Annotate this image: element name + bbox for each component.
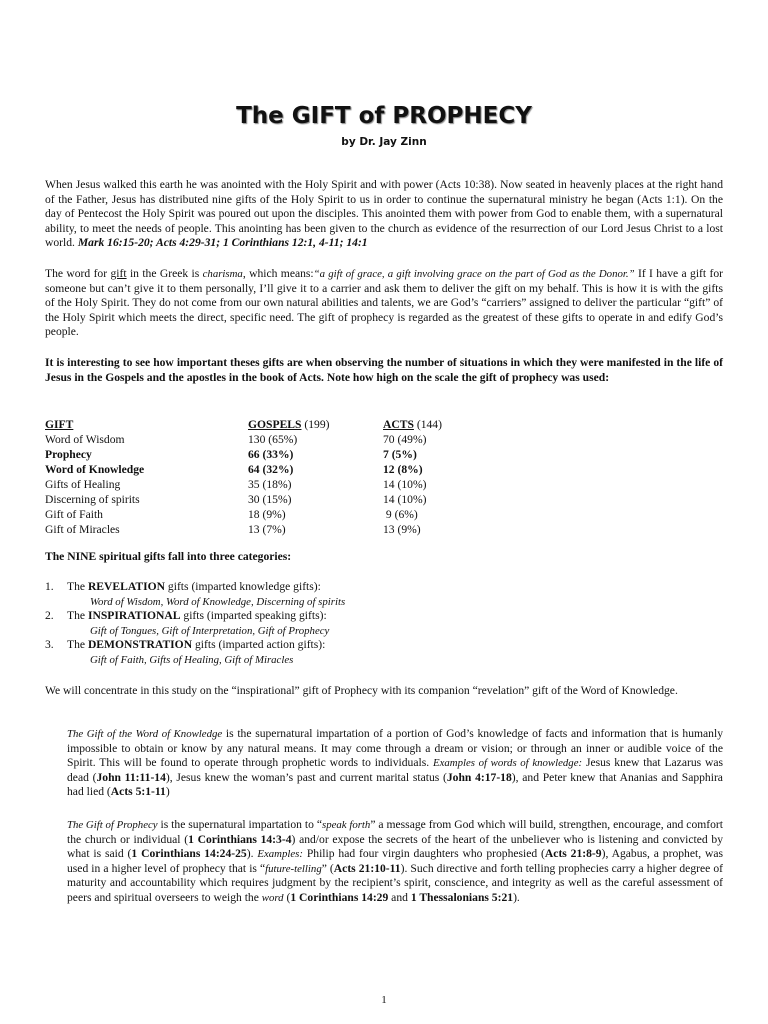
cell-acts: 12 (8%) <box>383 463 423 476</box>
document-title: The GIFT of PROPHECY <box>236 103 532 129</box>
list-item <box>45 580 725 595</box>
cell-gift: Word of Wisdom <box>45 433 125 446</box>
text-run: ) <box>165 785 170 799</box>
table-row <box>45 492 503 507</box>
text-run: gifts (imparted knowledge gifts): <box>165 580 321 593</box>
cell-gift: Gift of Miracles <box>45 523 120 536</box>
text-run: The <box>67 638 88 652</box>
intro-references: Mark 16:15-20; Acts 4:29-31; 1 Corinthians 12:1, 4-11; 14:1 <box>77 236 368 250</box>
cell-acts: 7 (5%) <box>383 448 417 461</box>
text-run: The word for <box>45 267 111 280</box>
scripture-ref: 1 Thessalonians 5:21 <box>410 890 514 904</box>
importance-paragraph: It is interesting to see how important theses gifts are when observing the number of situations in which they were manifested in the life of Jesus in the Gospels and the apostles in the book of Acts. Note how high on the scale the gift of prophecy was used: <box>45 356 723 384</box>
header-gift <box>45 417 248 432</box>
word-italic: word <box>261 891 284 904</box>
text-run: is the supernatural impartation to “ <box>157 818 323 831</box>
category-items: Word of Wisdom, Word of Knowledge, Discerning of spirits <box>90 595 346 608</box>
category-items: Gift of Faith, Gifts of Healing, Gift of Miracles <box>90 653 294 666</box>
charisma-word: charisma <box>202 268 243 280</box>
cell-gift: Prophecy <box>45 448 92 461</box>
scripture-ref: John 11:11-14 <box>96 770 166 784</box>
list-number: 3. <box>45 638 54 652</box>
concentration-paragraph: We will concentrate in this study on the “inspirational” gift of Prophecy with its companion “revelation” gift of the Word of Knowledge. <box>45 684 678 697</box>
header-gospels <box>248 417 383 432</box>
header-acts-label: ACTS <box>383 418 414 431</box>
cell-gospels: 18 (9%) <box>248 508 286 521</box>
text-run: ) and/or expose the secrets of the heart of the unbeliever who is listening and convicted by what is said ( <box>67 832 724 861</box>
category-items: Gift of Tongues, Gift of Interpretation, Gift of Prophecy <box>90 624 330 637</box>
page-number: 1 <box>381 994 387 1006</box>
list-number: 1. <box>45 580 54 593</box>
text-run: , which means: <box>242 267 314 280</box>
header-gift-label: GIFT <box>45 418 74 431</box>
header-acts <box>383 417 503 432</box>
category-name: REVELATION <box>87 580 166 593</box>
charisma-paragraph <box>45 267 723 340</box>
text-run: is the supernatural impartation of a portion of God’s knowledge of facts and information that is humanly impossible to obtain or know by any natural means. It may come through a dream or vision; or through an inner or audible voice of the Spirit. This will be found to operate through prophetic words to individuals. <box>67 727 723 770</box>
table-row <box>45 477 503 492</box>
text-run: Philip had four virgin daughters who prophesied ( <box>302 847 545 861</box>
text-run: ” a message from God which will build, strengthen, encourage, and comfort the church or individual ( <box>67 818 723 846</box>
gifts-statistics-table <box>45 417 503 537</box>
table-row <box>45 522 503 537</box>
gift-word: gift <box>110 267 127 280</box>
list-number: 2. <box>45 609 54 623</box>
cell-gospels: 66 (33%) <box>248 448 294 461</box>
cell-gospels: 30 (15%) <box>248 493 292 506</box>
text-run: ), Agabus, a prophet, was used in a higher level of prophecy that is “ <box>67 847 723 875</box>
header-acts-count: (144) <box>413 418 442 431</box>
categories-list <box>45 580 725 668</box>
list-item <box>45 609 725 624</box>
table-row <box>45 432 503 447</box>
future-telling: future-telling <box>265 862 322 875</box>
scripture-ref: 1 Corinthians 14:29 <box>290 890 389 904</box>
cell-acts: 13 (9%) <box>383 523 421 536</box>
list-item <box>45 638 725 653</box>
cell-gospels: 130 (65%) <box>248 433 298 446</box>
text-run: gifts (imparted speaking gifts): <box>180 609 327 623</box>
scripture-ref: Acts 21:10-11 <box>333 861 401 875</box>
gift-of-prophecy-paragraph <box>67 818 723 906</box>
text-run: and <box>388 890 411 904</box>
term-gift-of-prophecy: The Gift of Prophecy <box>67 819 158 831</box>
cell-acts: 14 (10%) <box>383 493 427 506</box>
cell-gospels: 64 (32%) <box>248 463 294 476</box>
text-run: The <box>67 609 88 623</box>
header-gospels-count: (199) <box>301 418 330 431</box>
intro-text: When Jesus walked this earth he was anointed with the Holy Spirit and with power (Acts 10:38). Now seated in heavenly places at the right hand of the Father, Jesus has distributed nine gifts of the Holy Spirit to us in order to continue the supernatural ministry he began (Acts 1:1). On the day of Pentecost the Holy Spirit was poured out upon the disciples. This anointed them with power from God to enable them, with a supernatural ability, to meet the needs of people. This anointing has been given to the church as evidence of the resurrection of our Lord Jesus Christ to a lost world. <box>45 178 723 250</box>
text-run: ). <box>246 847 258 861</box>
text-run: ( <box>283 890 291 904</box>
table-row <box>45 447 503 462</box>
category-name: INSPIRATIONAL <box>87 609 181 623</box>
text-run: The <box>67 580 88 593</box>
cell-gift: Gift of Faith <box>45 508 103 521</box>
cell-gift: Gifts of Healing <box>45 478 121 491</box>
text-run: Jesus knew that Lazarus was dead ( <box>67 756 724 784</box>
intro-paragraph <box>45 178 723 251</box>
text-run: If I have a gift for someone but can’t give it to them personally, I’ll give it to a carrier and ask them to deliver the gift on my behalf. This is how it is with the gifts of the Holy Spirit. They do not come from our own natural abilities and talents, we are God’s “carriers” assigned to deliver the particular “gift” of the Holy Spirit which meets the direct, specific need. The gift of prophecy is regarded as the greatest of these gifts to operate in and edify God’s people. <box>45 267 723 339</box>
scripture-ref: 1 Corinthians 14:3-4 <box>188 832 292 846</box>
table-row <box>45 507 503 522</box>
categories-heading: The NINE spiritual gifts fall into three categories: <box>45 550 292 563</box>
category-name: DEMONSTRATION <box>87 638 193 652</box>
charisma-definition: “a gift of grace, a gift involving grace on the part of God as the Donor.” <box>313 268 635 280</box>
text-run: ), Jesus knew the woman’s past and current marital status ( <box>165 770 447 784</box>
cell-acts: 14 (10%) <box>383 478 427 491</box>
author-byline: by Dr. Jay Zinn <box>341 136 427 148</box>
text-run: ), and Peter knew that Ananias and Sapphira had lied ( <box>67 770 723 799</box>
cell-acts: 70 (49%) <box>383 433 427 446</box>
table-row <box>45 462 503 477</box>
cell-gift: Word of Knowledge <box>45 463 145 476</box>
scripture-ref: Acts 5:1-11 <box>110 785 166 799</box>
cell-gospels: 35 (18%) <box>248 478 292 491</box>
table-header-row <box>45 417 503 432</box>
scripture-ref: 1 Corinthians 14:24-25 <box>131 847 247 861</box>
scripture-ref: Acts 21:8-9 <box>544 847 602 861</box>
text-run: ). <box>513 890 520 904</box>
term-word-of-knowledge: The Gift of the Word of Knowledge <box>67 728 223 740</box>
text-run: in the Greek is <box>126 267 203 280</box>
examples-label: Examples: <box>257 848 303 861</box>
text-run: gifts (imparted action gifts): <box>192 638 326 652</box>
speak-forth: speak forth <box>322 819 371 831</box>
scripture-ref: John 4:17-18 <box>446 770 512 784</box>
cell-gift: Discerning of spirits <box>45 493 140 506</box>
examples-label: Examples of words of knowledge: <box>432 757 583 770</box>
header-gospels-label: GOSPELS <box>248 418 302 431</box>
cell-acts: 9 (6%) <box>383 508 418 521</box>
cell-gospels: 13 (7%) <box>248 523 286 536</box>
text-run: ). Such directive and forth telling prophecies carry a higher degree of maturity and accountability which requires judgment by the recipient’s spirit, conscience, and integrity as well as the careful assessment of peers and spiritual overseers to weigh the <box>67 861 723 904</box>
text-run: ” ( <box>321 861 334 875</box>
word-of-knowledge-paragraph <box>67 727 723 800</box>
